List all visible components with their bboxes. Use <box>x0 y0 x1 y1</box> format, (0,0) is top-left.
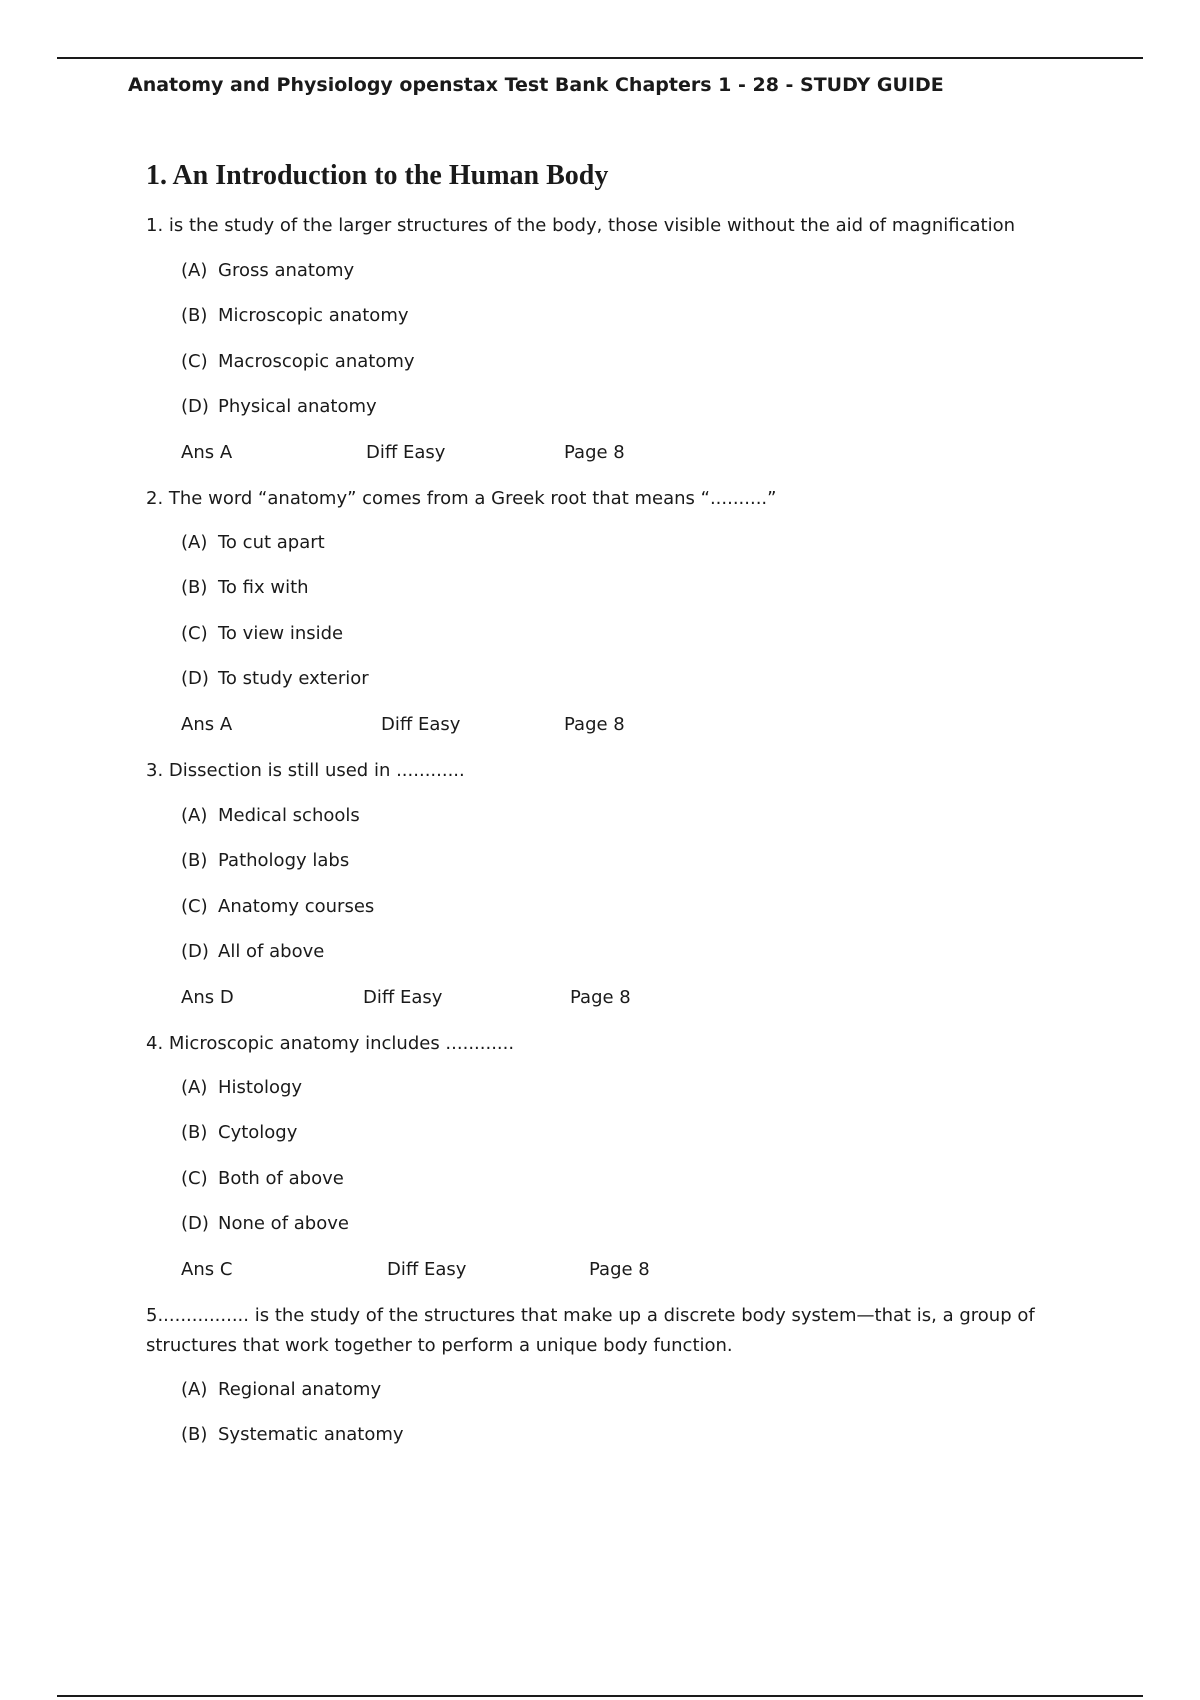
question-4-option-b: (B) Cytology <box>181 1122 298 1143</box>
chapter-title: 1. An Introduction to the Human Body <box>146 160 609 191</box>
question-5-option-b: (B) Systematic anatomy <box>181 1424 404 1445</box>
question-2-text: 2. The word “anatomy” comes from a Greek root that means “..........” <box>146 488 777 509</box>
question-3-text: 3. Dissection is still used in ............ <box>146 760 465 781</box>
question-5-text: 5................ is the study of the structures that make up a discrete body system—that is, a group of structures that work together to perform a unique body function. <box>146 1305 1035 1356</box>
question-3-option-c: (C) Anatomy courses <box>181 896 375 917</box>
document-header: Anatomy and Physiology openstax Test Bank Chapters 1 - 28 - STUDY GUIDE <box>128 74 944 96</box>
question-2-option-b: (B) To fix with <box>181 577 309 598</box>
question-1-answer: Ans A <box>181 442 233 463</box>
question-5-option-a: (A) Regional anatomy <box>181 1379 382 1400</box>
question-4-answer: Ans C <box>181 1259 233 1280</box>
question-2-page: Page 8 <box>564 714 625 735</box>
question-4-text: 4. Microscopic anatomy includes ............ <box>146 1033 515 1054</box>
question-4-page: Page 8 <box>589 1259 650 1280</box>
question-4-difficulty: Diff Easy <box>387 1259 467 1280</box>
question-2-option-d: (D) To study exterior <box>181 668 369 689</box>
question-3-option-b: (B) Pathology labs <box>181 850 350 871</box>
question-1-option-d: (D) Physical anatomy <box>181 396 377 417</box>
question-2-option-a: (A) To cut apart <box>181 532 325 553</box>
question-2-option-c: (C) To view inside <box>181 623 344 644</box>
question-4-option-d: (D) None of above <box>181 1213 349 1234</box>
question-3-option-d: (D) All of above <box>181 941 325 962</box>
question-3-difficulty: Diff Easy <box>363 987 443 1008</box>
question-3-option-a: (A) Medical schools <box>181 805 360 826</box>
question-4-option-a: (A) Histology <box>181 1077 303 1098</box>
top-rule <box>57 57 1143 59</box>
question-3-answer: Ans D <box>181 987 234 1008</box>
question-1-difficulty: Diff Easy <box>366 442 446 463</box>
question-1-option-b: (B) Microscopic anatomy <box>181 305 409 326</box>
question-1-option-c: (C) Macroscopic anatomy <box>181 351 415 372</box>
question-2-answer: Ans A <box>181 714 233 735</box>
question-1-option-a: (A) Gross anatomy <box>181 260 355 281</box>
question-4-option-c: (C) Both of above <box>181 1168 344 1189</box>
question-1-page: Page 8 <box>564 442 625 463</box>
bottom-rule <box>57 1695 1143 1697</box>
question-2-difficulty: Diff Easy <box>381 714 461 735</box>
question-3-page: Page 8 <box>570 987 631 1008</box>
question-1-text: 1. is the study of the larger structures of the body, those visible without the aid of magnification <box>146 215 1016 236</box>
